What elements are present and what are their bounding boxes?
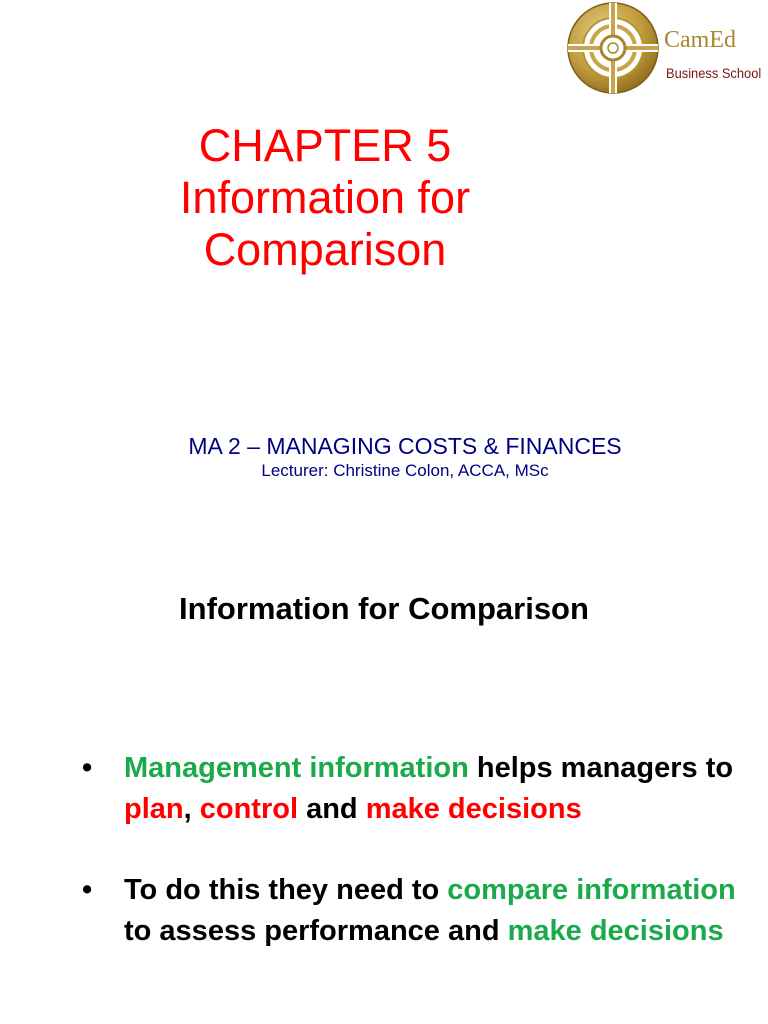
course-name: MA 2 – MANAGING COSTS & FINANCES — [188, 433, 622, 459]
bullet-text: to assess performance and — [124, 915, 508, 947]
highlight-management-information: Management information — [124, 752, 469, 784]
content-slide — [0, 576, 768, 1024]
bullet-text: and — [298, 793, 366, 825]
highlight-plan: plan — [124, 793, 184, 825]
bullet-item — [82, 748, 742, 830]
highlight-compare-information: compare information — [447, 874, 736, 906]
highlight-make-decisions: make decisions — [365, 793, 582, 825]
bullet-list — [82, 748, 742, 992]
slide-title: Information for Comparison — [179, 591, 589, 626]
bullet-marker: • — [82, 874, 93, 906]
course-info — [100, 432, 710, 482]
bullet-text: , — [183, 793, 200, 825]
bullet-text: helps managers to — [468, 752, 734, 784]
bullet-text: To do this they need to — [124, 874, 448, 906]
bullet-item — [82, 870, 742, 952]
chapter-title — [100, 120, 550, 276]
cameD-logo — [560, 0, 768, 96]
chapter-title-line-3: Comparison — [203, 224, 447, 275]
chapter-title-line-2: Information for — [179, 172, 471, 223]
compass-ring-icon — [564, 0, 662, 96]
logo-name: CamEd — [664, 27, 736, 53]
highlight-control: control — [199, 793, 299, 825]
lecturer-line: Lecturer: Christine Colon, ACCA, MSc — [261, 461, 549, 480]
highlight-make-decisions: make decisions — [507, 915, 724, 947]
logo-subtitle: Business School — [666, 65, 762, 81]
bullet-marker: • — [82, 752, 93, 784]
chapter-title-line-1: CHAPTER 5 — [198, 120, 452, 171]
